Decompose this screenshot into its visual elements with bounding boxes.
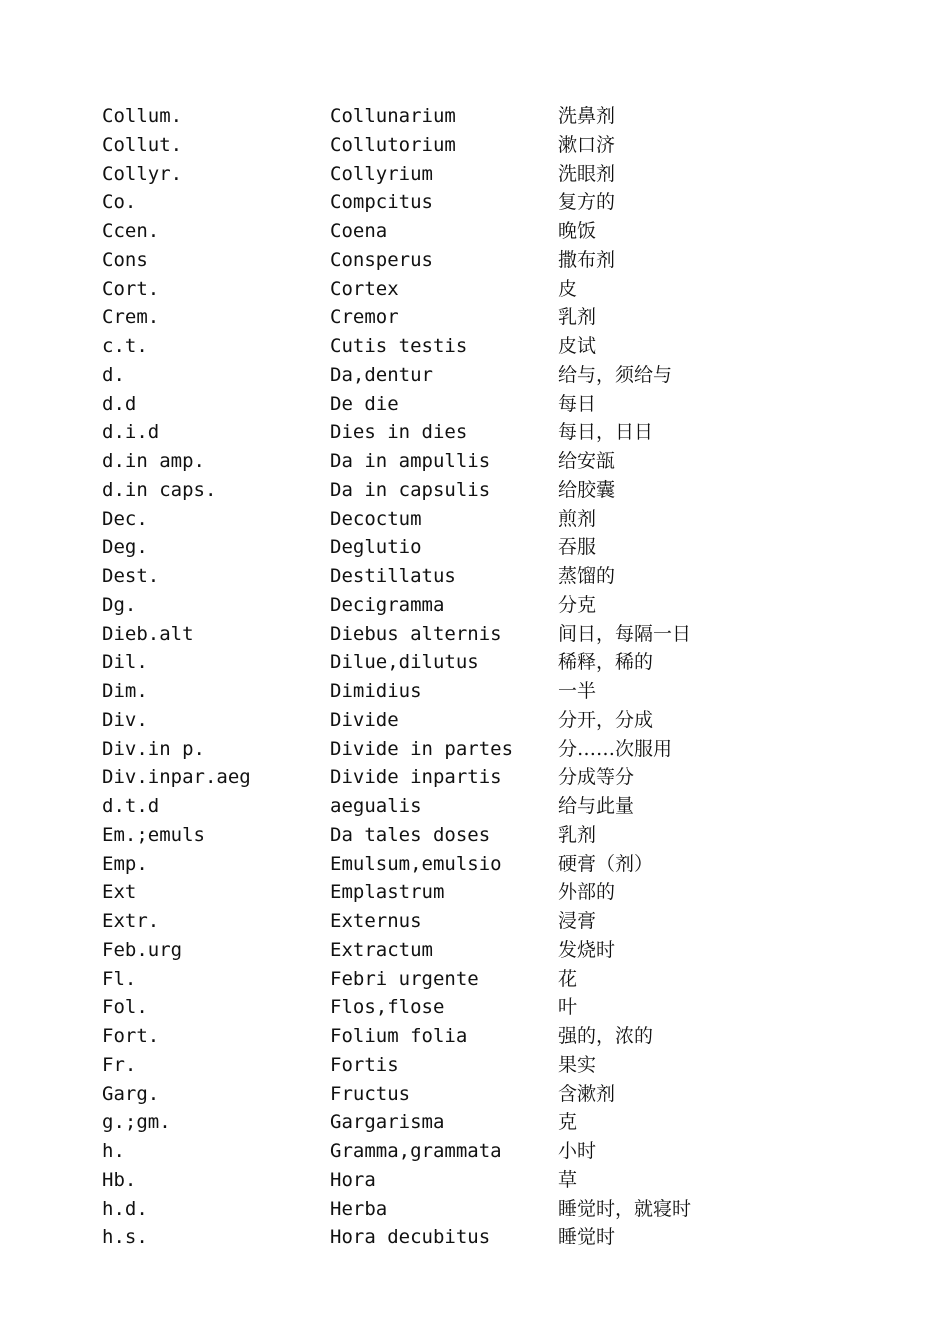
latin-term-cell: Collutorium	[330, 133, 456, 156]
latin-term-cell: Cortex	[330, 277, 399, 300]
abbreviation-cell: Garg.	[102, 1082, 160, 1105]
latin-term-cell: Gramma,grammata	[330, 1140, 502, 1162]
abbreviation-cell: Fol.	[102, 996, 148, 1019]
abbreviation-cell: Div.inpar.aeg	[102, 766, 251, 789]
abbreviation-cell: Dec.	[102, 507, 148, 530]
table-row	[102, 1137, 858, 1166]
table-row	[102, 476, 858, 505]
table-row	[102, 562, 858, 591]
abbreviation-cell: Deg.	[102, 536, 148, 559]
latin-term-cell: Da in ampullis	[330, 450, 491, 472]
latin-term-cell: De die	[330, 392, 399, 415]
abbreviation-cell: Fort.	[102, 1025, 160, 1047]
latin-term-cell: Da in capsulis	[330, 478, 491, 501]
chinese-meaning-cell: 皮	[558, 277, 578, 300]
table-row	[102, 332, 858, 361]
latin-term-cell: Fructus	[330, 1082, 411, 1105]
latin-term-cell: Febri urgente	[330, 967, 479, 990]
abbreviation-cell: h.s.	[102, 1226, 148, 1249]
abbreviation-cell: Dest.	[102, 565, 160, 587]
chinese-meaning-cell: 撒布剂	[558, 248, 616, 271]
latin-term-cell: Extractum	[330, 938, 433, 961]
table-row	[102, 677, 858, 706]
table-row	[102, 303, 858, 332]
abbreviation-cell: Extr.	[102, 910, 160, 932]
chinese-meaning-cell: 给胶囊	[558, 478, 616, 501]
chinese-meaning-cell: 外部的	[558, 881, 616, 904]
table-row	[102, 620, 858, 649]
chinese-meaning-cell: 果实	[558, 1053, 597, 1076]
abbreviation-cell: Ext	[102, 881, 137, 904]
abbreviation-cell: h.	[102, 1140, 125, 1162]
latin-term-cell: aegualis	[330, 795, 422, 817]
chinese-meaning-cell: 给与此量	[558, 795, 635, 817]
table-row	[102, 390, 858, 419]
table-row	[102, 850, 858, 879]
table-row	[102, 821, 858, 850]
abbreviation-table	[102, 102, 858, 1252]
latin-term-cell: Herba	[330, 1197, 388, 1220]
table-row	[102, 1166, 858, 1195]
chinese-meaning-cell: 克	[558, 1111, 578, 1134]
latin-term-cell: Collunarium	[330, 105, 456, 127]
chinese-meaning-cell: 煎剂	[558, 507, 597, 530]
table-row	[102, 706, 858, 735]
chinese-meaning-cell: 叶	[558, 996, 578, 1019]
latin-term-cell: Da,dentur	[330, 363, 433, 386]
chinese-meaning-cell: 分克	[558, 593, 597, 616]
abbreviation-cell: Hb.	[102, 1168, 137, 1191]
chinese-meaning-cell: 漱口济	[558, 133, 616, 156]
table-row	[102, 648, 858, 677]
chinese-meaning-cell: 分成等分	[558, 766, 635, 789]
table-row	[102, 735, 858, 764]
abbreviation-table-body	[102, 102, 858, 1252]
chinese-meaning-cell: 花	[558, 967, 578, 990]
abbreviation-cell: Fr.	[102, 1053, 137, 1076]
table-row	[102, 418, 858, 447]
latin-term-cell: Folium folia	[330, 1025, 468, 1047]
table-row	[102, 1080, 858, 1109]
table-row	[102, 1223, 858, 1252]
chinese-meaning-cell: 一半	[558, 680, 597, 702]
chinese-meaning-cell: 发烧时	[558, 938, 616, 961]
latin-term-cell: Compcitus	[330, 191, 433, 214]
latin-term-cell: Divide in partes	[330, 737, 514, 760]
chinese-meaning-cell: 洗眼剂	[558, 162, 616, 185]
abbreviation-cell: d.in amp.	[102, 450, 205, 472]
table-row	[102, 591, 858, 620]
chinese-meaning-cell: 吞服	[558, 536, 597, 559]
chinese-meaning-cell: 含漱剂	[558, 1082, 616, 1105]
abbreviation-cell: d.d	[102, 392, 137, 415]
chinese-meaning-cell: 睡觉时	[558, 1226, 616, 1249]
abbreviation-cell: d.in caps.	[102, 478, 217, 501]
latin-term-cell: Cremor	[330, 306, 399, 329]
latin-term-cell: Cutis testis	[330, 335, 468, 357]
abbreviation-cell: Feb.urg	[102, 938, 183, 961]
abbreviation-cell: c.t.	[102, 335, 148, 357]
abbreviation-cell: Div.in p.	[102, 737, 205, 760]
abbreviation-cell: Fl.	[102, 967, 137, 990]
abbreviation-cell: g.;gm.	[102, 1111, 171, 1134]
table-row	[102, 907, 858, 936]
table-row	[102, 792, 858, 821]
chinese-meaning-cell: 浸膏	[558, 910, 597, 932]
chinese-meaning-cell: 睡觉时，就寝时	[558, 1197, 692, 1220]
abbreviation-cell: Dim.	[102, 680, 148, 702]
abbreviation-cell: Dil.	[102, 651, 148, 674]
chinese-meaning-cell: 晚饭	[558, 220, 597, 242]
table-row	[102, 1022, 858, 1051]
table-row	[102, 275, 858, 304]
table-row	[102, 131, 858, 160]
latin-term-cell: Externus	[330, 910, 422, 932]
latin-term-cell: Da tales doses	[330, 823, 491, 846]
abbreviation-cell: Collum.	[102, 105, 183, 127]
table-row	[102, 763, 858, 792]
table-row	[102, 505, 858, 534]
table-row	[102, 936, 858, 965]
chinese-meaning-cell: 给与，须给与	[558, 363, 673, 386]
table-row	[102, 102, 858, 131]
table-row	[102, 1051, 858, 1080]
latin-term-cell: Emplastrum	[330, 881, 445, 904]
table-row	[102, 533, 858, 562]
abbreviation-cell: d.	[102, 363, 125, 386]
table-row	[102, 447, 858, 476]
chinese-meaning-cell: 蒸馏的	[558, 565, 616, 587]
latin-term-cell: Emulsum,emulsio	[330, 852, 502, 875]
table-row	[102, 878, 858, 907]
chinese-meaning-cell: 强的，浓的	[558, 1025, 654, 1047]
chinese-meaning-cell: 乳剂	[558, 823, 597, 846]
abbreviation-cell: Cort.	[102, 277, 160, 300]
latin-term-cell: Destillatus	[330, 565, 456, 587]
abbreviation-cell: Ccen.	[102, 220, 160, 242]
latin-term-cell: Fortis	[330, 1053, 399, 1076]
chinese-meaning-cell: 硬膏（剂）	[558, 852, 654, 875]
abbreviation-cell: Div.	[102, 708, 148, 731]
latin-term-cell: Dilue,dilutus	[330, 651, 479, 674]
latin-term-cell: Dimidius	[330, 680, 422, 702]
chinese-meaning-cell: 乳剂	[558, 306, 597, 329]
latin-term-cell: Collyrium	[330, 162, 433, 185]
chinese-meaning-cell: 给安瓿	[558, 450, 616, 472]
chinese-meaning-cell: 稀释，稀的	[558, 651, 654, 674]
chinese-meaning-cell: 分……次服用	[558, 737, 673, 760]
table-row	[102, 1195, 858, 1224]
chinese-meaning-cell: 复方的	[558, 191, 616, 214]
abbreviation-cell: Em.;emuls	[102, 823, 205, 846]
latin-term-cell: Decigramma	[330, 593, 445, 616]
latin-term-cell: Gargarisma	[330, 1111, 445, 1134]
chinese-meaning-cell: 草	[558, 1168, 578, 1191]
latin-term-cell: Consperus	[330, 248, 433, 271]
table-row	[102, 188, 858, 217]
chinese-meaning-cell: 每日，日日	[558, 421, 654, 444]
abbreviation-cell: Cons	[102, 248, 148, 271]
chinese-meaning-cell: 每日	[558, 392, 597, 415]
table-row	[102, 160, 858, 189]
chinese-meaning-cell: 洗鼻剂	[558, 105, 616, 127]
latin-term-cell: Divide inpartis	[330, 766, 502, 789]
latin-term-cell: Hora	[330, 1168, 376, 1191]
chinese-meaning-cell: 分开，分成	[558, 708, 654, 731]
abbreviation-cell: d.i.d	[102, 421, 160, 444]
abbreviation-cell: Emp.	[102, 852, 148, 875]
abbreviation-cell: Crem.	[102, 306, 160, 329]
abbreviation-cell: d.t.d	[102, 795, 160, 817]
chinese-meaning-cell: 间日，每隔一日	[558, 622, 692, 645]
abbreviation-cell: Collyr.	[102, 162, 183, 185]
abbreviation-cell: Collut.	[102, 133, 183, 156]
chinese-meaning-cell: 小时	[558, 1140, 597, 1162]
table-row	[102, 217, 858, 246]
abbreviation-cell: Dieb.alt	[102, 622, 194, 645]
latin-term-cell: Flos,flose	[330, 996, 445, 1019]
latin-term-cell: Decoctum	[330, 507, 422, 530]
latin-term-cell: Deglutio	[330, 536, 422, 559]
table-row	[102, 965, 858, 994]
abbreviation-cell: Co.	[102, 191, 137, 214]
latin-term-cell: Divide	[330, 708, 399, 731]
table-row	[102, 361, 858, 390]
latin-term-cell: Hora decubitus	[330, 1226, 491, 1249]
latin-term-cell: Dies in dies	[330, 421, 468, 444]
chinese-meaning-cell: 皮试	[558, 335, 597, 357]
abbreviation-cell: h.d.	[102, 1197, 148, 1220]
table-row	[102, 246, 858, 275]
latin-term-cell: Coena	[330, 220, 388, 242]
latin-term-cell: Diebus alternis	[330, 622, 502, 645]
abbreviation-cell: Dg.	[102, 593, 137, 616]
table-row	[102, 1108, 858, 1137]
table-row	[102, 993, 858, 1022]
